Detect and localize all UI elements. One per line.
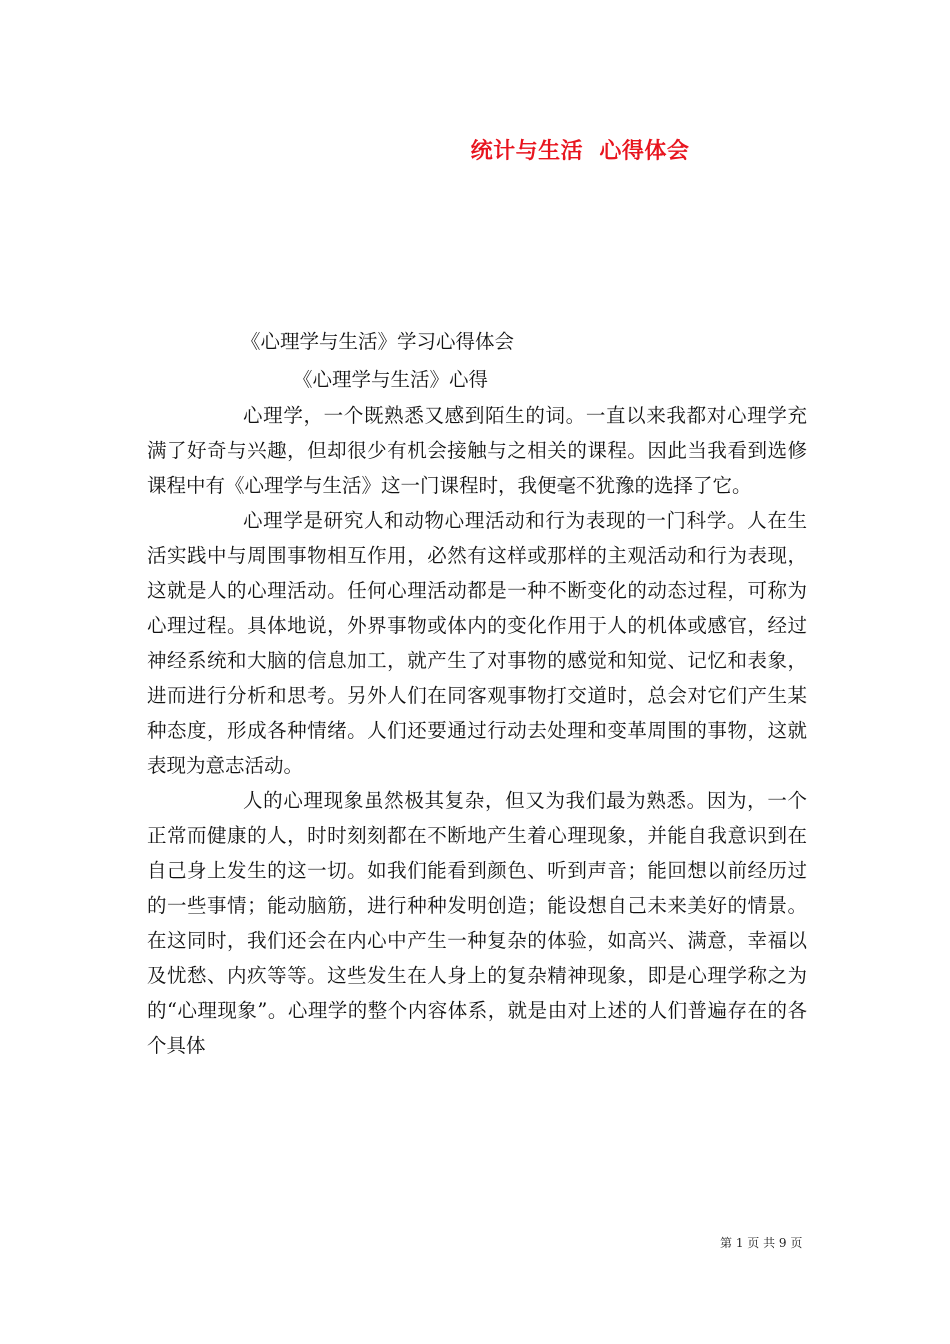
- paragraph-3: 人的心理现象虽然极其复杂，但又为我们最为熟悉。因为，一个正常而健康的人，时时刻刻都在不断地产生着心理现象，并能自我意识到在自己身上发生的这一切。如我们能看到颜色、听到声音；能回想以前经历过的一些事情；能动脑筋，进行种种发明创造；能设想自己未来美好的情景。在这同时，我们还会在内心中产生一种复杂的体验，如高兴、满意，幸福以及忧愁、内疚等等。这些发生在人身上的复杂精神现象，即是心理学称之为的“心理现象”。心理学的整个内容体系，就是由对上述的人们普遍存在的各个具体: [147, 789, 807, 1057]
- article-heading: 《心理学与生活》学习心得体会: [241, 330, 515, 353]
- paragraph-1: 心理学，一个既熟悉又感到陌生的词。一直以来我都对心理学充满了好奇与兴趣，但却很少有机会接触与之相关的课程。因此当我看到选修课程中有《心理学与生活》这一门课程时，我便毫不犹豫的选择了它。: [147, 404, 807, 497]
- article-body: [147, 398, 807, 1063]
- page-number: 第 1 页 共 9 页: [720, 1236, 803, 1250]
- paragraph-2: 心理学是研究人和动物心理活动和行为表现的一门科学。人在生活实践中与周围事物相互作用，必然有这样或那样的主观活动和行为表现，这就是人的心理活动。任何心理活动都是一种不断变化的动态过程，可称为心理过程。具体地说，外界事物或体内的变化作用于人的机体或感官，经过神经系统和大脑的信息加工，就产生了对事物的感觉和知觉、记忆和表象，进而进行分析和思考。另外人们在同客观事物打交道时，总会对它们产生某种态度，形成各种情绪。人们还要通过行动去处理和变革周围的事物，这就表现为意志活动。: [147, 509, 807, 777]
- page-title: 统计与生活 心得体会: [470, 138, 690, 164]
- article-subheading: 《心理学与生活》心得: [293, 368, 489, 391]
